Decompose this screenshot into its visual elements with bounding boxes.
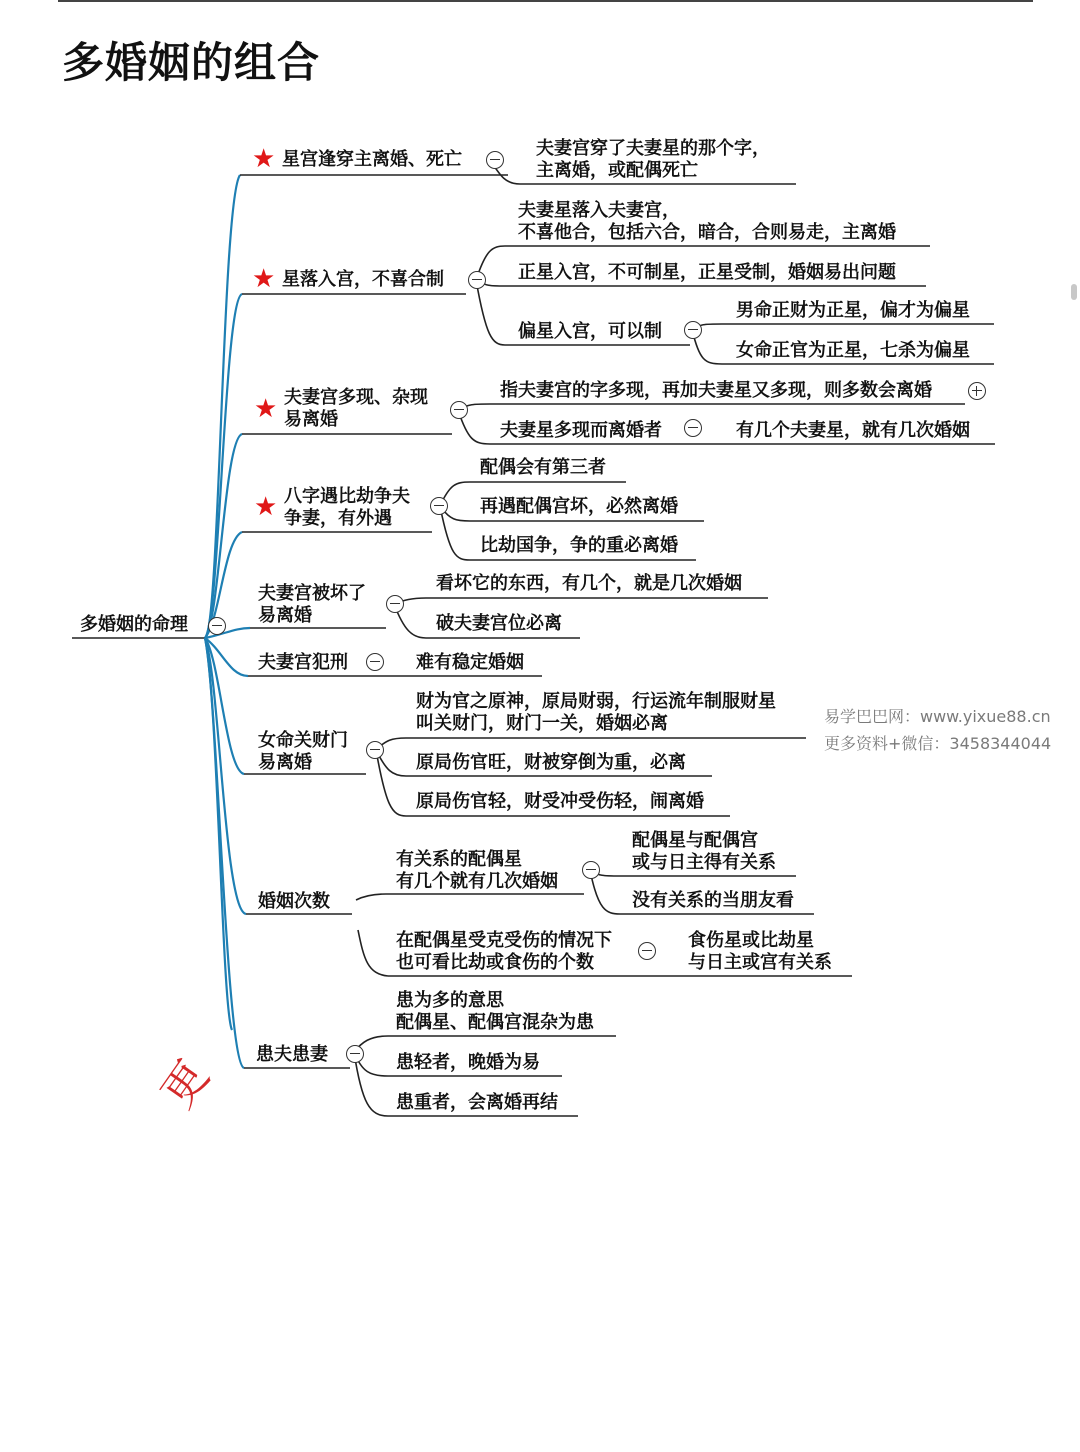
page-title: 多婚姻的组合: [62, 38, 321, 87]
branch-1-leaf-line1: 夫妻宫穿了夫妻星的那个字，: [536, 138, 770, 159]
branch-4-child-1: 配偶会有第三者: [480, 457, 606, 478]
star-icon: ★: [252, 264, 276, 294]
branch-9-child-1-line1: 患为多的意思: [396, 990, 504, 1011]
star-icon: ★: [252, 144, 276, 174]
watermark-line2: 更多资料+微信：3458344044: [824, 734, 1052, 753]
star-icon: ★: [254, 394, 278, 424]
branch-2-child-3-leaf-1: 男命正财为正星，偏才为偏星: [736, 300, 970, 321]
branch-5-label-line2: 易离婚: [258, 605, 312, 626]
branch-6-label: 夫妻宫犯刑: [258, 652, 348, 673]
scrollbar-thumb[interactable]: [1071, 284, 1077, 300]
branch-9-child-1-line2: 配偶星、配偶宫混杂为患: [396, 1012, 594, 1033]
expand-icon[interactable]: [968, 382, 986, 400]
branch-2-child-3-label: 偏星入宫，可以制: [518, 321, 662, 342]
branch-3-child-1: 指夫妻宫的字多现，再加夫妻星又多现，则多数会离婚: [500, 380, 932, 401]
collapse-icon[interactable]: [486, 151, 504, 169]
branch-6-leaf: 难有稳定婚姻: [416, 652, 524, 673]
branch-2-child-1-line2: 不喜他合，包括六合，暗合，合则易走，主离婚: [518, 222, 896, 243]
branch-2-child-3-leaf-2: 女命正官为正星，七杀为偏星: [736, 340, 970, 361]
branch-3-child-2-leaf: 有几个夫妻星，就有几次婚姻: [736, 420, 970, 441]
branch-3-label-line1: 夫妻宫多现、杂现: [284, 387, 428, 408]
branch-4-child-3: 比劫国争，争的重必离婚: [480, 535, 678, 556]
collapse-icon[interactable]: [346, 1045, 364, 1063]
branch-3-label-line2: 易离婚: [284, 409, 338, 430]
branch-7-child-1-line2: 叫关财门，财门一关，婚姻必离: [416, 713, 668, 734]
collapse-icon[interactable]: [684, 419, 702, 437]
branch-5-child-2: 破夫妻宫位必离: [436, 613, 562, 634]
collapse-icon[interactable]: [450, 401, 468, 419]
branch-8-child-1-leaf-1-line1: 配偶星与配偶宫: [632, 830, 758, 851]
branch-9-label: 患夫患妻: [256, 1044, 328, 1065]
branch-8-child-2-leaf-line2: 与日主或宫有关系: [688, 952, 832, 973]
branch-9-child-3: 患重者，会离婚再结: [396, 1092, 558, 1113]
branch-8-label: 婚姻次数: [258, 891, 330, 912]
branch-4-label-line1: 八字遇比劫争夫: [284, 486, 410, 507]
collapse-icon[interactable]: [208, 617, 226, 635]
collapse-icon[interactable]: [366, 741, 384, 759]
branch-4-child-2: 再遇配偶宫坏，必然离婚: [480, 496, 678, 517]
branch-8-child-2-line2: 也可看比劫或食伤的个数: [396, 952, 594, 973]
branch-7-label-line2: 易离婚: [258, 752, 312, 773]
collapse-icon[interactable]: [468, 271, 486, 289]
collapse-icon[interactable]: [684, 321, 702, 339]
branch-7-child-2: 原局伤官旺，财被穿倒为重，必离: [416, 752, 686, 773]
branch-1-leaf-line2: 主离婚，或配偶死亡: [536, 160, 698, 181]
collapse-icon[interactable]: [366, 653, 384, 671]
branch-5-label-line1: 夫妻宫被坏了: [258, 583, 366, 604]
branch-7-child-3: 原局伤官轻，财受冲受伤轻，闹离婚: [416, 791, 704, 812]
branch-8-child-2-line1: 在配偶星受克受伤的情况下: [396, 930, 612, 951]
branch-2-label: 星落入宫，不喜合制: [282, 269, 444, 290]
collapse-icon[interactable]: [582, 861, 600, 879]
branch-3-child-2-label: 夫妻星多现而离婚者: [500, 420, 662, 441]
branch-9-child-2: 患轻者，晚婚为易: [396, 1052, 540, 1073]
collapse-icon[interactable]: [430, 497, 448, 515]
branch-8-child-1-leaf-2: 没有关系的当朋友看: [632, 890, 794, 911]
branch-4-label-line2: 争妻，有外遇: [284, 508, 392, 529]
branch-1-label: 星宫逢穿主离婚、死亡: [282, 149, 462, 170]
branch-5-child-1: 看坏它的东西，有几个，就是几次婚姻: [436, 573, 742, 594]
branch-8-child-1-line2: 有几个就有几次婚姻: [396, 871, 558, 892]
collapse-icon[interactable]: [638, 942, 656, 960]
branch-8-child-1-line1: 有关系的配偶星: [396, 849, 522, 870]
branch-7-child-1-line1: 财为官之原神，原局财弱，行运流年制服财星: [416, 691, 776, 712]
handwritten-mark: 更: [152, 1051, 220, 1118]
branch-7-label-line1: 女命关财门: [258, 730, 348, 751]
branch-8-child-1-leaf-1-line2: 或与日主得有关系: [632, 852, 776, 873]
star-icon: ★: [254, 492, 278, 522]
collapse-icon[interactable]: [386, 595, 404, 613]
watermark-line1: 易学巴巴网：www.yixue88.cn: [824, 707, 1051, 726]
branch-8-child-2-leaf-line1: 食伤星或比劫星: [688, 930, 814, 951]
branch-2-child-1-line1: 夫妻星落入夫妻宫，: [518, 200, 680, 221]
root-node: 多婚姻的命理: [80, 614, 188, 635]
branch-2-child-2: 正星入宫，不可制星，正星受制，婚姻易出问题: [518, 262, 896, 283]
